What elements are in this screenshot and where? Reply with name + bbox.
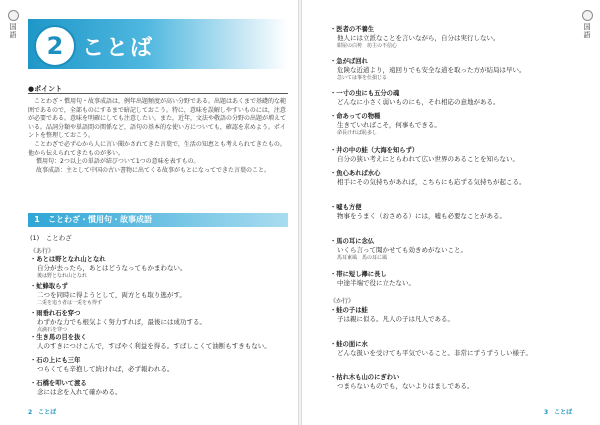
entry [30, 357, 300, 374]
page-footer-left: 2 ことば [28, 409, 57, 416]
entry-meaning: つらくても辛抱して続ければ，必ず報われる。 [37, 365, 174, 373]
entry-note: 紺屋の白袴 坊主の不信心 [337, 43, 398, 49]
tab-circle-icon [8, 10, 19, 21]
point-text [28, 98, 290, 175]
entry [330, 147, 600, 164]
entry-meaning: 人のすきにつけこんで，すばやく利益を得る。すばしこくて油断もすきもない。 [37, 342, 271, 350]
entry-title: ・急がば回れ [330, 58, 368, 65]
entry-title: ・石の上にも三年 [30, 357, 81, 364]
entry-meaning: 自分の狭い考えにとらわれて広い世界のあることを知らない。 [337, 155, 519, 163]
point-paragraph: ことわざ・慣用句・故事成語は，例年出題頻度が高い分野である。出題はあくまで基礎的な範囲であるので，全部ものにするまで暗記しておこう。特に，意味を誤解しやすいものには，注意が必要である。意味を明確にしても注意したい。また，近年，文法や敬語の分野の出題が増えている。品詞分類や単語間の関係など，語句の基本的な使い方についても，確認を求めよう。ポイントを整理しておこう。 [28, 98, 287, 140]
group-label-ka: 《か行》 [330, 298, 355, 305]
entry [330, 113, 600, 137]
entry-note: 後は野となれ山となれ [37, 273, 88, 279]
chapter-title: ことば [82, 36, 155, 61]
point-paragraph: 慣用句：2つ以上の単語が結びついて1つの意味を表すもの。 [36, 158, 200, 166]
entry-title: ・雨垂れ石を穿つ [30, 310, 81, 317]
entry-meaning: つまらないものでも，ないよりはましである。 [337, 382, 474, 390]
entry-meaning: 危険な近道より，遠回りでも安全な道を取った方が結局は早い。 [337, 66, 526, 74]
entry-note: 命長ければ恥多し [337, 130, 378, 136]
entry [30, 334, 300, 351]
entry-title: ・帯に短し襷に長し [330, 271, 387, 278]
entry-note: 点滴石を穿つ [37, 327, 68, 333]
entry-title: ・枯れ木も山のにぎわい [330, 374, 400, 381]
entry-title: ・一寸の虫にも五分の魂 [330, 90, 400, 97]
entry-meaning: どんな扱いを受けても平気でいること。非常にずうずうしい様子。 [337, 349, 532, 357]
entry [330, 238, 600, 262]
entry [330, 26, 600, 50]
entry-meaning: 中途半端で役に立たない。 [337, 279, 415, 287]
entry-note: 急いては事を仕損じる [337, 75, 388, 81]
entry-title: ・医者の不養生 [330, 26, 375, 33]
entry-meaning: 子は親に似る。凡人の子は凡人である。 [337, 315, 454, 323]
entry [330, 341, 600, 358]
entry [330, 204, 600, 221]
entry [330, 271, 600, 288]
entry [30, 380, 300, 397]
entry-meaning: いくら言って聞かせても効きめがないこと。 [337, 246, 467, 254]
entry-title: ・あとは野となれ山となれ [30, 256, 106, 263]
entry [330, 58, 600, 82]
entry-meaning: 他人には立派なことを言いながら，自分は実行しない。 [337, 34, 500, 42]
entry [330, 374, 600, 391]
tab-circle-icon [582, 10, 593, 21]
entry-meaning: 物事をうまく（おさめる）には，嘘も必要なことがある。 [337, 212, 506, 220]
right-tab-label: 国語 [583, 23, 591, 39]
entry-meaning: 生きていればこそ，何事もできる。 [337, 121, 441, 129]
group-label-a: 《あ行》 [30, 248, 55, 255]
entry-meaning: 相手にその気持ちがあれば，こちらにも応ずる気持ちが起こる。 [337, 178, 526, 186]
entry-meaning: わずかな力でも根気よく努力すれば，最後には成功する。 [37, 318, 206, 326]
entry-title: ・蛙の面に水 [330, 341, 368, 348]
left-side-tab [7, 10, 19, 39]
entry-meaning: 念には念を入れて確かめる。 [37, 388, 122, 396]
entry [30, 283, 300, 307]
point-paragraph: ことわざで必ず心から人に言い聞かされてきた言葉で，生活の知恵とも考えられてきたもの。他から伝えられてきたものが多い。 [28, 140, 286, 157]
entry-title: ・馬の耳に念仏 [330, 238, 375, 245]
entry-meaning: 自分が去ったら，あとはどうなってもかまわない。 [37, 264, 187, 272]
section-title: ことわざ・慣用句・故事成語 [48, 215, 152, 224]
subsection-heading: (1) ことわざ [30, 234, 72, 242]
entry [330, 170, 600, 187]
entry [30, 310, 300, 334]
entry-title: ・虻蜂取らず [30, 283, 68, 290]
entry-title: ・魚心あれば水心 [330, 170, 381, 177]
entry-note: 二兎を追う者は一兎をも得ず [37, 300, 103, 306]
point-heading: ●ポイント [28, 85, 63, 93]
entry-note: 馬耳東風 馬の耳に風 [337, 255, 388, 261]
entry-meaning: 二つを同時に得ようとして，両方とも取り逃がす。 [37, 291, 186, 299]
entry [330, 90, 600, 107]
entry-title: ・蛙の子は蛙 [330, 307, 368, 314]
entry-title: ・石橋を叩いて渡る [30, 380, 87, 387]
entry-title: ・命あっての物種 [330, 113, 381, 120]
entry [30, 256, 300, 280]
section-number: 1 [34, 215, 40, 224]
chapter-number: 2 [34, 25, 76, 67]
entry-title: ・生き馬の目を抜く [30, 334, 87, 341]
entry-title: ・嘘も方便 [330, 204, 362, 211]
point-paragraph: 故事成語：主として中国の古い書物に出てくる故事がもとになってできた言葉のこと。 [36, 166, 271, 174]
entry-meaning: どんなに小さく弱いものにも，それ相応の意地がある。 [337, 98, 500, 106]
entry [330, 307, 600, 324]
page-footer-right: 3 ことば [544, 409, 573, 416]
point-rule [28, 93, 288, 94]
entry-title: ・井の中の蛙（大海を知らず） [330, 147, 419, 154]
left-tab-label: 国語 [9, 23, 17, 39]
